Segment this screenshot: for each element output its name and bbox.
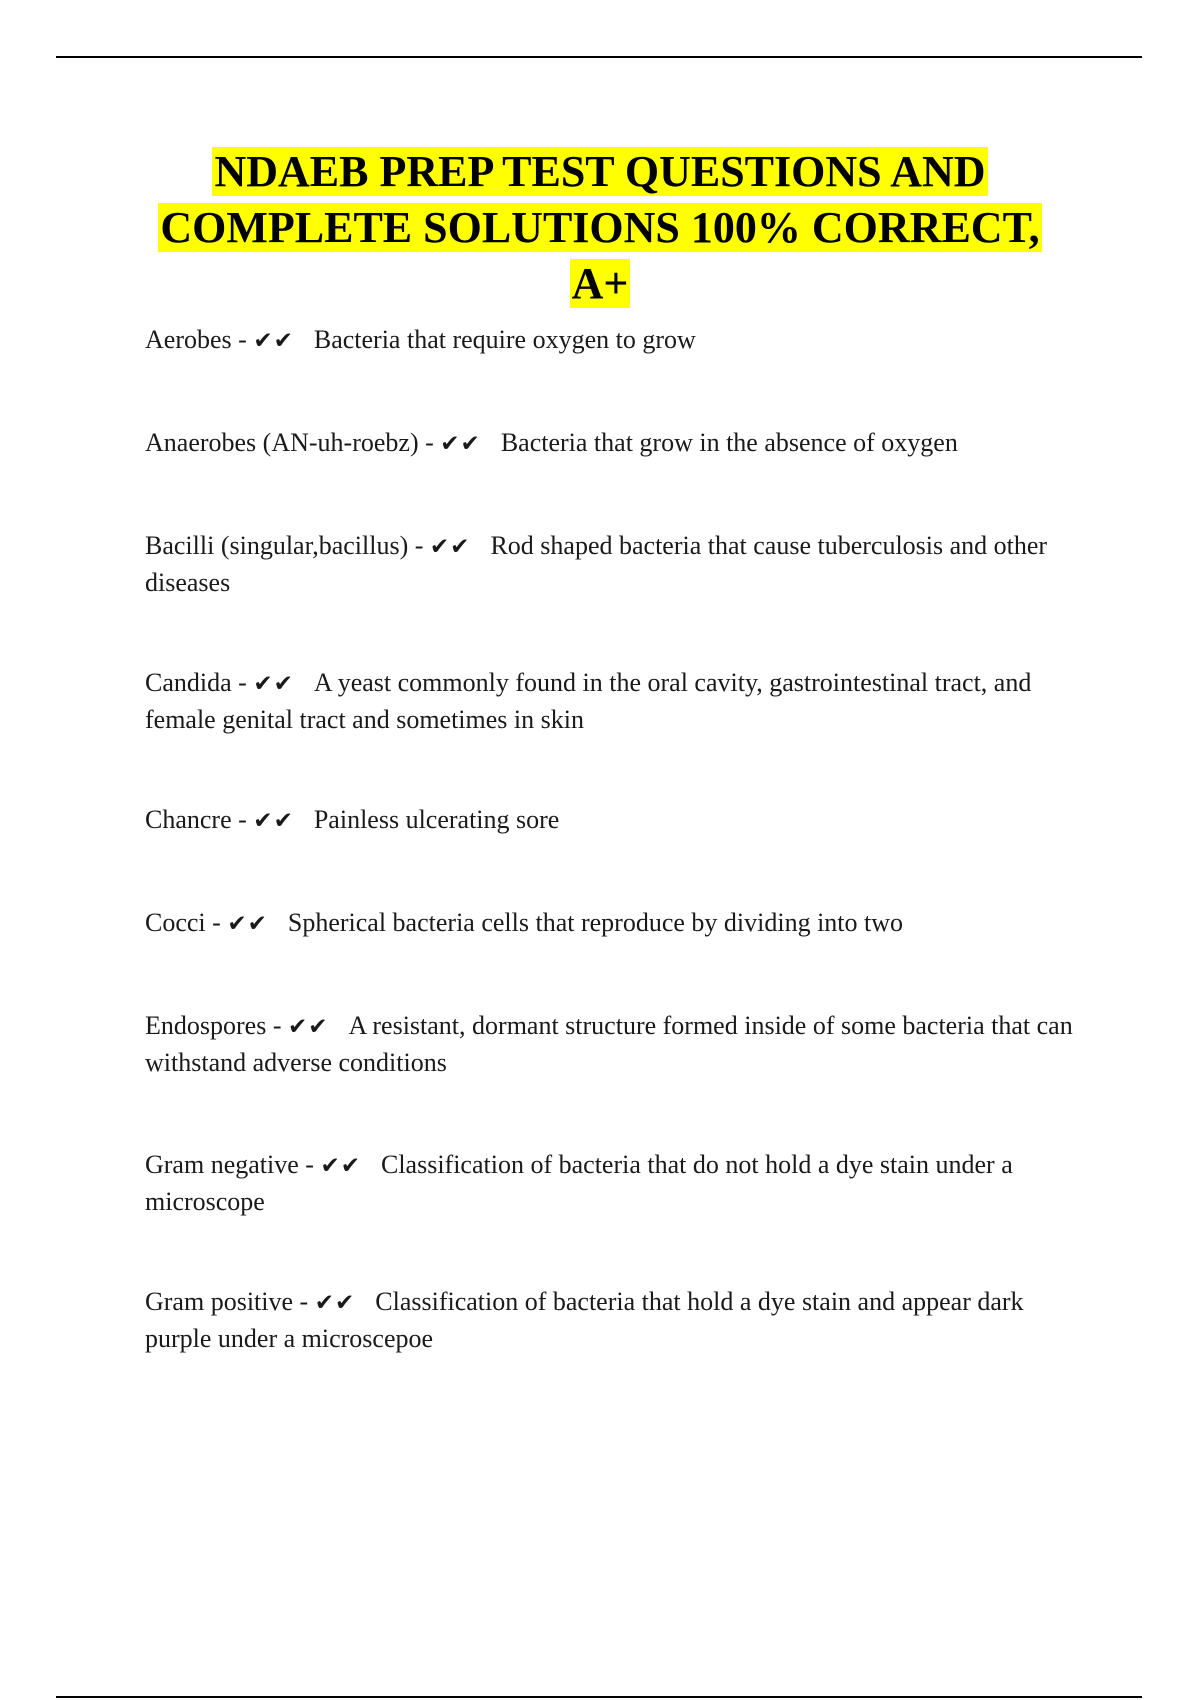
entry-separator: -: [205, 908, 228, 937]
entry-definition: Bacteria that grow in the absence of oxygen: [500, 428, 958, 457]
double-check-icon: ✔✔: [320, 1153, 361, 1179]
entry-term: Gram positive: [145, 1287, 294, 1316]
entry-definition: Spherical bacteria cells that reproduce by dividing into two: [287, 908, 904, 937]
entry-separator: -: [418, 428, 441, 457]
entry-separator: -: [231, 805, 254, 834]
entry-term: Aerobes: [145, 325, 232, 354]
entry-definition: A resistant, dormant structure formed inside of some bacteria that can withstand adverse conditions: [145, 1011, 1073, 1077]
bottom-rule: [56, 1696, 1142, 1698]
entry-definition: Classification of bacteria that do not hold a dye stain under a microscope: [145, 1150, 1013, 1216]
list-item: [145, 1284, 1075, 1356]
entry-separator: -: [298, 1150, 321, 1179]
double-check-icon: ✔✔: [253, 808, 294, 834]
entry-definition: Painless ulcerating sore: [313, 805, 560, 834]
entry-separator: -: [293, 1287, 315, 1316]
title-line-3: A+: [571, 259, 629, 308]
title-line-1: NDAEB PREP TEST QUESTIONS AND: [214, 147, 986, 196]
double-check-icon: ✔✔: [440, 431, 481, 457]
entry-term: Cocci: [145, 908, 206, 937]
title-line-2: COMPLETE SOLUTIONS 100% CORRECT,: [160, 203, 1040, 252]
list-item: [145, 425, 1075, 462]
entry-definition: Bacteria that require oxygen to grow: [313, 325, 696, 354]
double-check-icon: ✔✔: [253, 328, 294, 354]
list-item: [145, 905, 1075, 942]
entry-separator: -: [231, 325, 254, 354]
entry-term: Gram negative: [145, 1150, 299, 1179]
list-item: [145, 1147, 1075, 1219]
entry-term: Bacilli (singular,bacillus): [145, 531, 409, 560]
double-check-icon: ✔✔: [227, 911, 268, 937]
entry-definition: A yeast commonly found in the oral cavity, gastrointestinal tract, and female genital tract and sometimes in skin: [145, 668, 1032, 734]
entry-definition: Rod shaped bacteria that cause tuberculosis and other diseases: [145, 531, 1048, 597]
entry-term: Endospores: [145, 1011, 267, 1040]
list-item: [145, 665, 1075, 737]
entry-term: Anaerobes (AN-uh-roebz): [145, 428, 419, 457]
entry-separator: -: [231, 668, 254, 697]
double-check-icon: ✔✔: [288, 1014, 329, 1040]
entry-term: Chancre: [145, 805, 232, 834]
double-check-icon: ✔✔: [314, 1290, 356, 1316]
list-item: [145, 1008, 1075, 1080]
top-rule: [56, 56, 1142, 58]
entry-definition: Classification of bacteria that hold a dye stain and appear dark purple under a microscepoe: [145, 1287, 1024, 1353]
list-item: [145, 528, 1075, 600]
list-item: [145, 322, 1075, 359]
double-check-icon: ✔✔: [253, 671, 294, 697]
double-check-icon: ✔✔: [429, 534, 471, 560]
document-title: [100, 144, 1100, 312]
list-item: [145, 802, 1075, 839]
entry-term: Candida: [145, 668, 232, 697]
entry-separator: -: [266, 1011, 288, 1040]
entry-separator: -: [408, 531, 430, 560]
